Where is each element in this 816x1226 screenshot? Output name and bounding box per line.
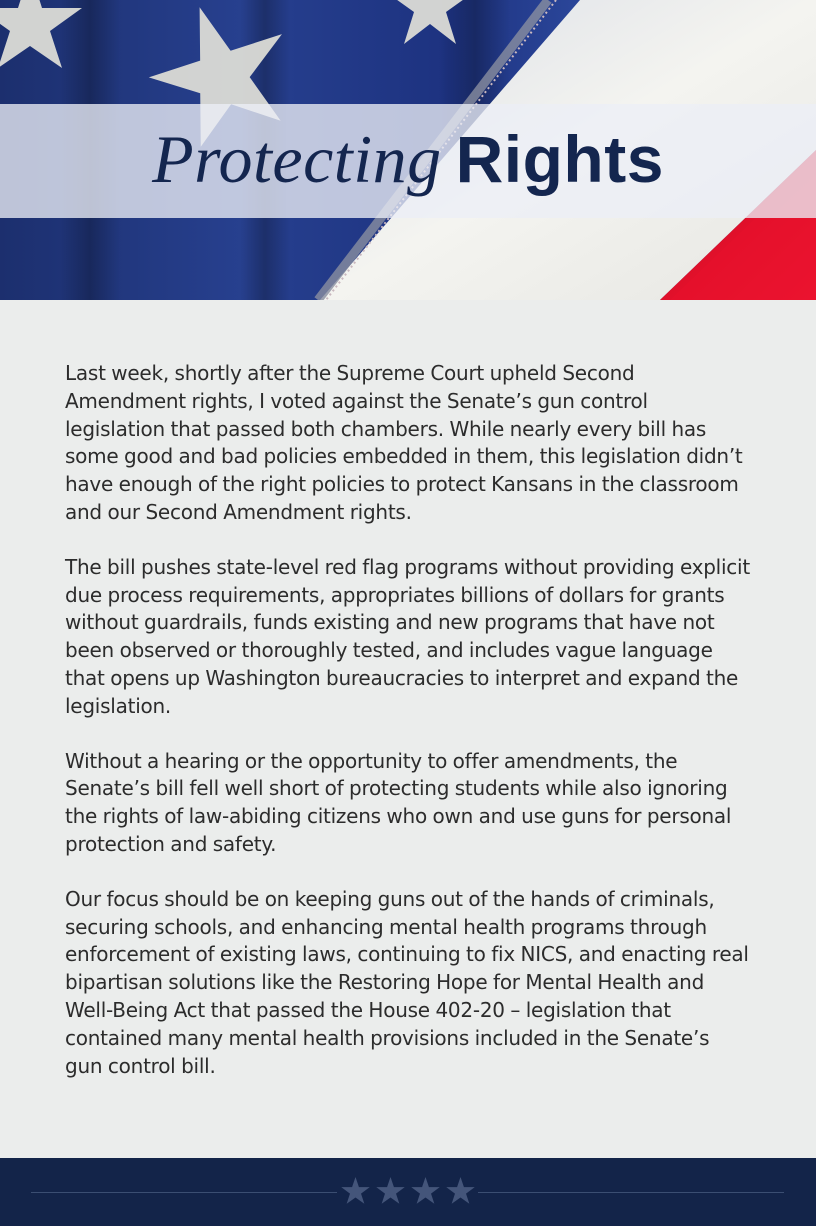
title-script-word: Protecting (152, 120, 442, 197)
article-paragraph: Last week, shortly after the Supreme Court upheld Second Amendment rights, I voted against the Senate’s gun control legislation that passed both chambers. While nearly every bill has some good and bad policies embedded in them, this legislation didn’t have enough of the right policies to protect Kansans in the classroom and our Second Amendment rights. (65, 361, 743, 524)
star-icon (375, 1177, 406, 1204)
footer-bar (0, 1158, 816, 1226)
star-icon (445, 1177, 476, 1204)
footer-stars (340, 1177, 476, 1204)
star-icon (340, 1177, 371, 1204)
star-icon (410, 1177, 441, 1204)
title-bold-word: Rights (455, 121, 664, 196)
title-band (0, 104, 816, 218)
article-body (0, 300, 816, 1098)
footer-divider-right (478, 1192, 784, 1193)
page-title (152, 120, 664, 199)
article-paragraph: Without a hearing or the opportunity to offer amendments, the Senate’s bill fell well short of protecting students while also ignoring the rights of law-abiding citizens who own and use guns for personal protection and safety. (65, 748, 732, 856)
article-paragraph: Our focus should be on keeping guns out of the hands of criminals, securing schools, and enhancing mental health programs through enforcement of existing laws, continuing to fix NICS, and enacting real bipartisan solutions like the Restoring Hope for Mental Health and Well-Being Act that passed the House 402-20 – legislation that contained many mental health provisions included in the Senate’s gun control bill. (65, 886, 749, 1078)
article-paragraph: The bill pushes state-level red flag programs without providing explicit due process requirements, appropriates billions of dollars for grants without guardrails, funds existing and new programs that have not been observed or thoroughly tested, and includes vague language that opens up Washington bureaucracies to interpret and expand the legislation. (65, 554, 750, 718)
footer-divider-left (31, 1192, 337, 1193)
hero-banner (0, 0, 816, 300)
